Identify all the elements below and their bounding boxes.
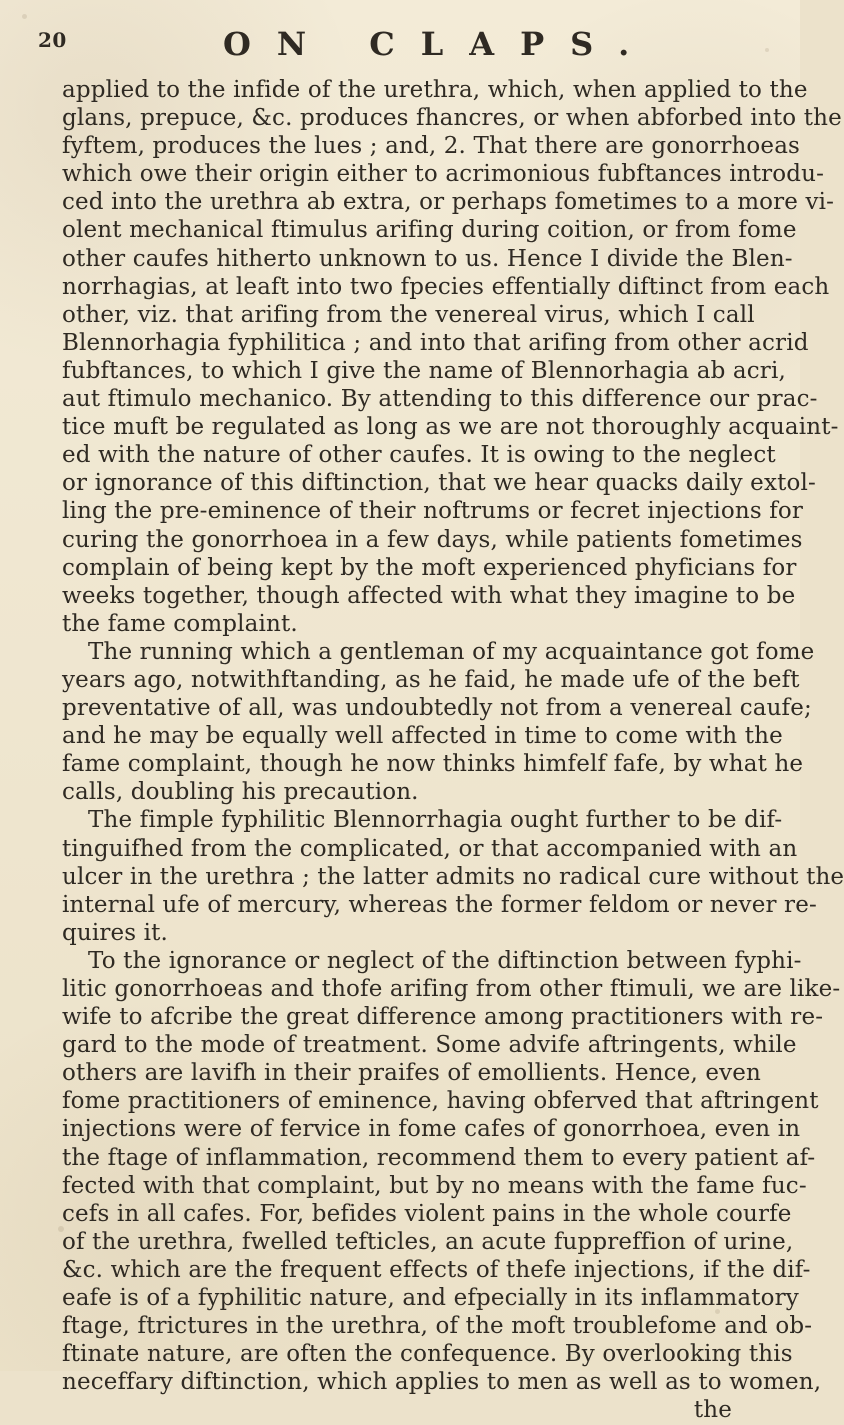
- text-line: ulcer in the urethra ; the latter admits no radical cure without the: [62, 863, 844, 890]
- text-line: glans, prepuce, &c. produces fhancres, or when abforbed into the: [62, 105, 842, 132]
- text-line: ftinate nature, are often the confequence. By overlooking this: [62, 1341, 793, 1368]
- text-line: injections were of fervice in fome cafes of gonorrhoea, even in: [62, 1116, 801, 1143]
- text-line: tice muft be regulated as long as we are not thoroughly acquaint-: [62, 414, 839, 441]
- catchword: the: [693, 1397, 732, 1424]
- text-line: weeks together, though affected with what they imagine to be: [62, 582, 796, 609]
- text-line: others are lavifh in their praifes of emollients. Hence, even: [62, 1060, 762, 1087]
- text-line: years ago, notwithftanding, as he faid, he made ufe of the beft: [62, 666, 800, 693]
- text-line: ftage, ftrictures in the urethra, of the moft troublefome and ob-: [62, 1313, 813, 1340]
- text-line: of the urethra, fwelled tefticles, an acute fuppreffion of urine,: [62, 1228, 794, 1255]
- text-line: and he may be equally well affected in time to come with the: [62, 723, 783, 750]
- text-line: complain of being kept by the moft experienced phyficians for: [62, 554, 797, 581]
- page-header: [38, 26, 762, 62]
- text-line: To the ignorance or neglect of the diftinction between fyphi-: [88, 947, 802, 974]
- text-line: the fame complaint.: [62, 610, 298, 637]
- text-line: which owe their origin either to acrimonious fubftances introdu-: [62, 161, 825, 188]
- text-line: or ignorance of this diftinction, that we hear quacks daily extol-: [62, 470, 816, 497]
- paper-speckle: [22, 14, 27, 19]
- paper-speckle: [765, 48, 769, 52]
- text-line: fubftances, to which I give the name of Blennorhagia ab acri,: [62, 357, 786, 384]
- text-line: applied to the infide of the urethra, which, when applied to the: [62, 77, 808, 103]
- text-line: internal ufe of mercury, whereas the former feldom or never re-: [62, 891, 817, 918]
- text-line: preventative of all, was undoubtedly not from a venereal caufe;: [62, 695, 812, 722]
- text-line: Blennorhagia fyphilitica ; and into that arifing from other acrid: [62, 329, 809, 356]
- text-line: quires it.: [62, 919, 169, 946]
- text-line: fyftem, produces the lues ; and, 2. That there are gonorrhoeas: [62, 133, 801, 160]
- text-line: ced into the urethra ab extra, or perhaps fometimes to a more vi-: [62, 189, 835, 216]
- text-line: eafe is of a fyphilitic nature, and efpecially in its inflammatory: [62, 1285, 799, 1312]
- text-line: The fimple fyphilitic Blennorrhagia ought further to be dif-: [88, 807, 783, 834]
- text-line: ling the pre-eminence of their noftrums or fecret injections for: [62, 498, 804, 525]
- text-line: ed with the nature of other caufes. It is owing to the neglect: [62, 442, 776, 469]
- text-line: wife to afcribe the great difference among practitioners with re-: [62, 1004, 824, 1031]
- text-line: aut ftimulo mechanico. By attending to this difference our prac-: [62, 386, 818, 413]
- body-text: [62, 76, 844, 1425]
- text-line: olent mechanical ftimulus arifing during coition, or from fome: [62, 217, 797, 244]
- text-line: fome practitioners of eminence, having obferved that aftringent: [62, 1088, 819, 1115]
- page-number: 20: [38, 28, 67, 52]
- text-line: fame complaint, though he now thinks himfelf fafe, by what he: [62, 751, 804, 778]
- running-title: ON CLAPS.: [223, 25, 656, 63]
- text-line: the ftage of inflammation, recommend them to every patient af-: [62, 1144, 816, 1171]
- text-line: The running which a gentleman of my acquaintance got fome: [88, 638, 815, 665]
- text-line: norrhagias, at leaft into two fpecies effentially diftinct from each: [62, 273, 830, 300]
- text-line: curing the gonorrhoea in a few days, while patients fometimes: [62, 526, 803, 553]
- text-line: fected with that complaint, but by no means with the fame fuc-: [62, 1172, 807, 1199]
- text-line: cefs in all cafes. For, befides violent pains in the whole courfe: [62, 1200, 792, 1227]
- text-line: other, viz. that arifing from the venereal virus, which I call: [62, 301, 755, 328]
- text-line: &c. which are the frequent effects of thefe injections, if the dif-: [62, 1256, 811, 1283]
- text-line: tinguifhed from the complicated, or that accompanied with an: [62, 835, 798, 862]
- text-line: other caufes hitherto unknown to us. Hence I divide the Blen-: [62, 245, 793, 272]
- text-line: calls, doubling his precaution.: [62, 779, 419, 806]
- text-line: neceffary diftinction, which applies to men as well as to women,: [62, 1369, 822, 1396]
- text-line: litic gonorrhoeas and thofe arifing from other ftimuli, we are like-: [62, 976, 841, 1002]
- text-line: gard to the mode of treatment. Some advife aftringents, while: [62, 1032, 797, 1059]
